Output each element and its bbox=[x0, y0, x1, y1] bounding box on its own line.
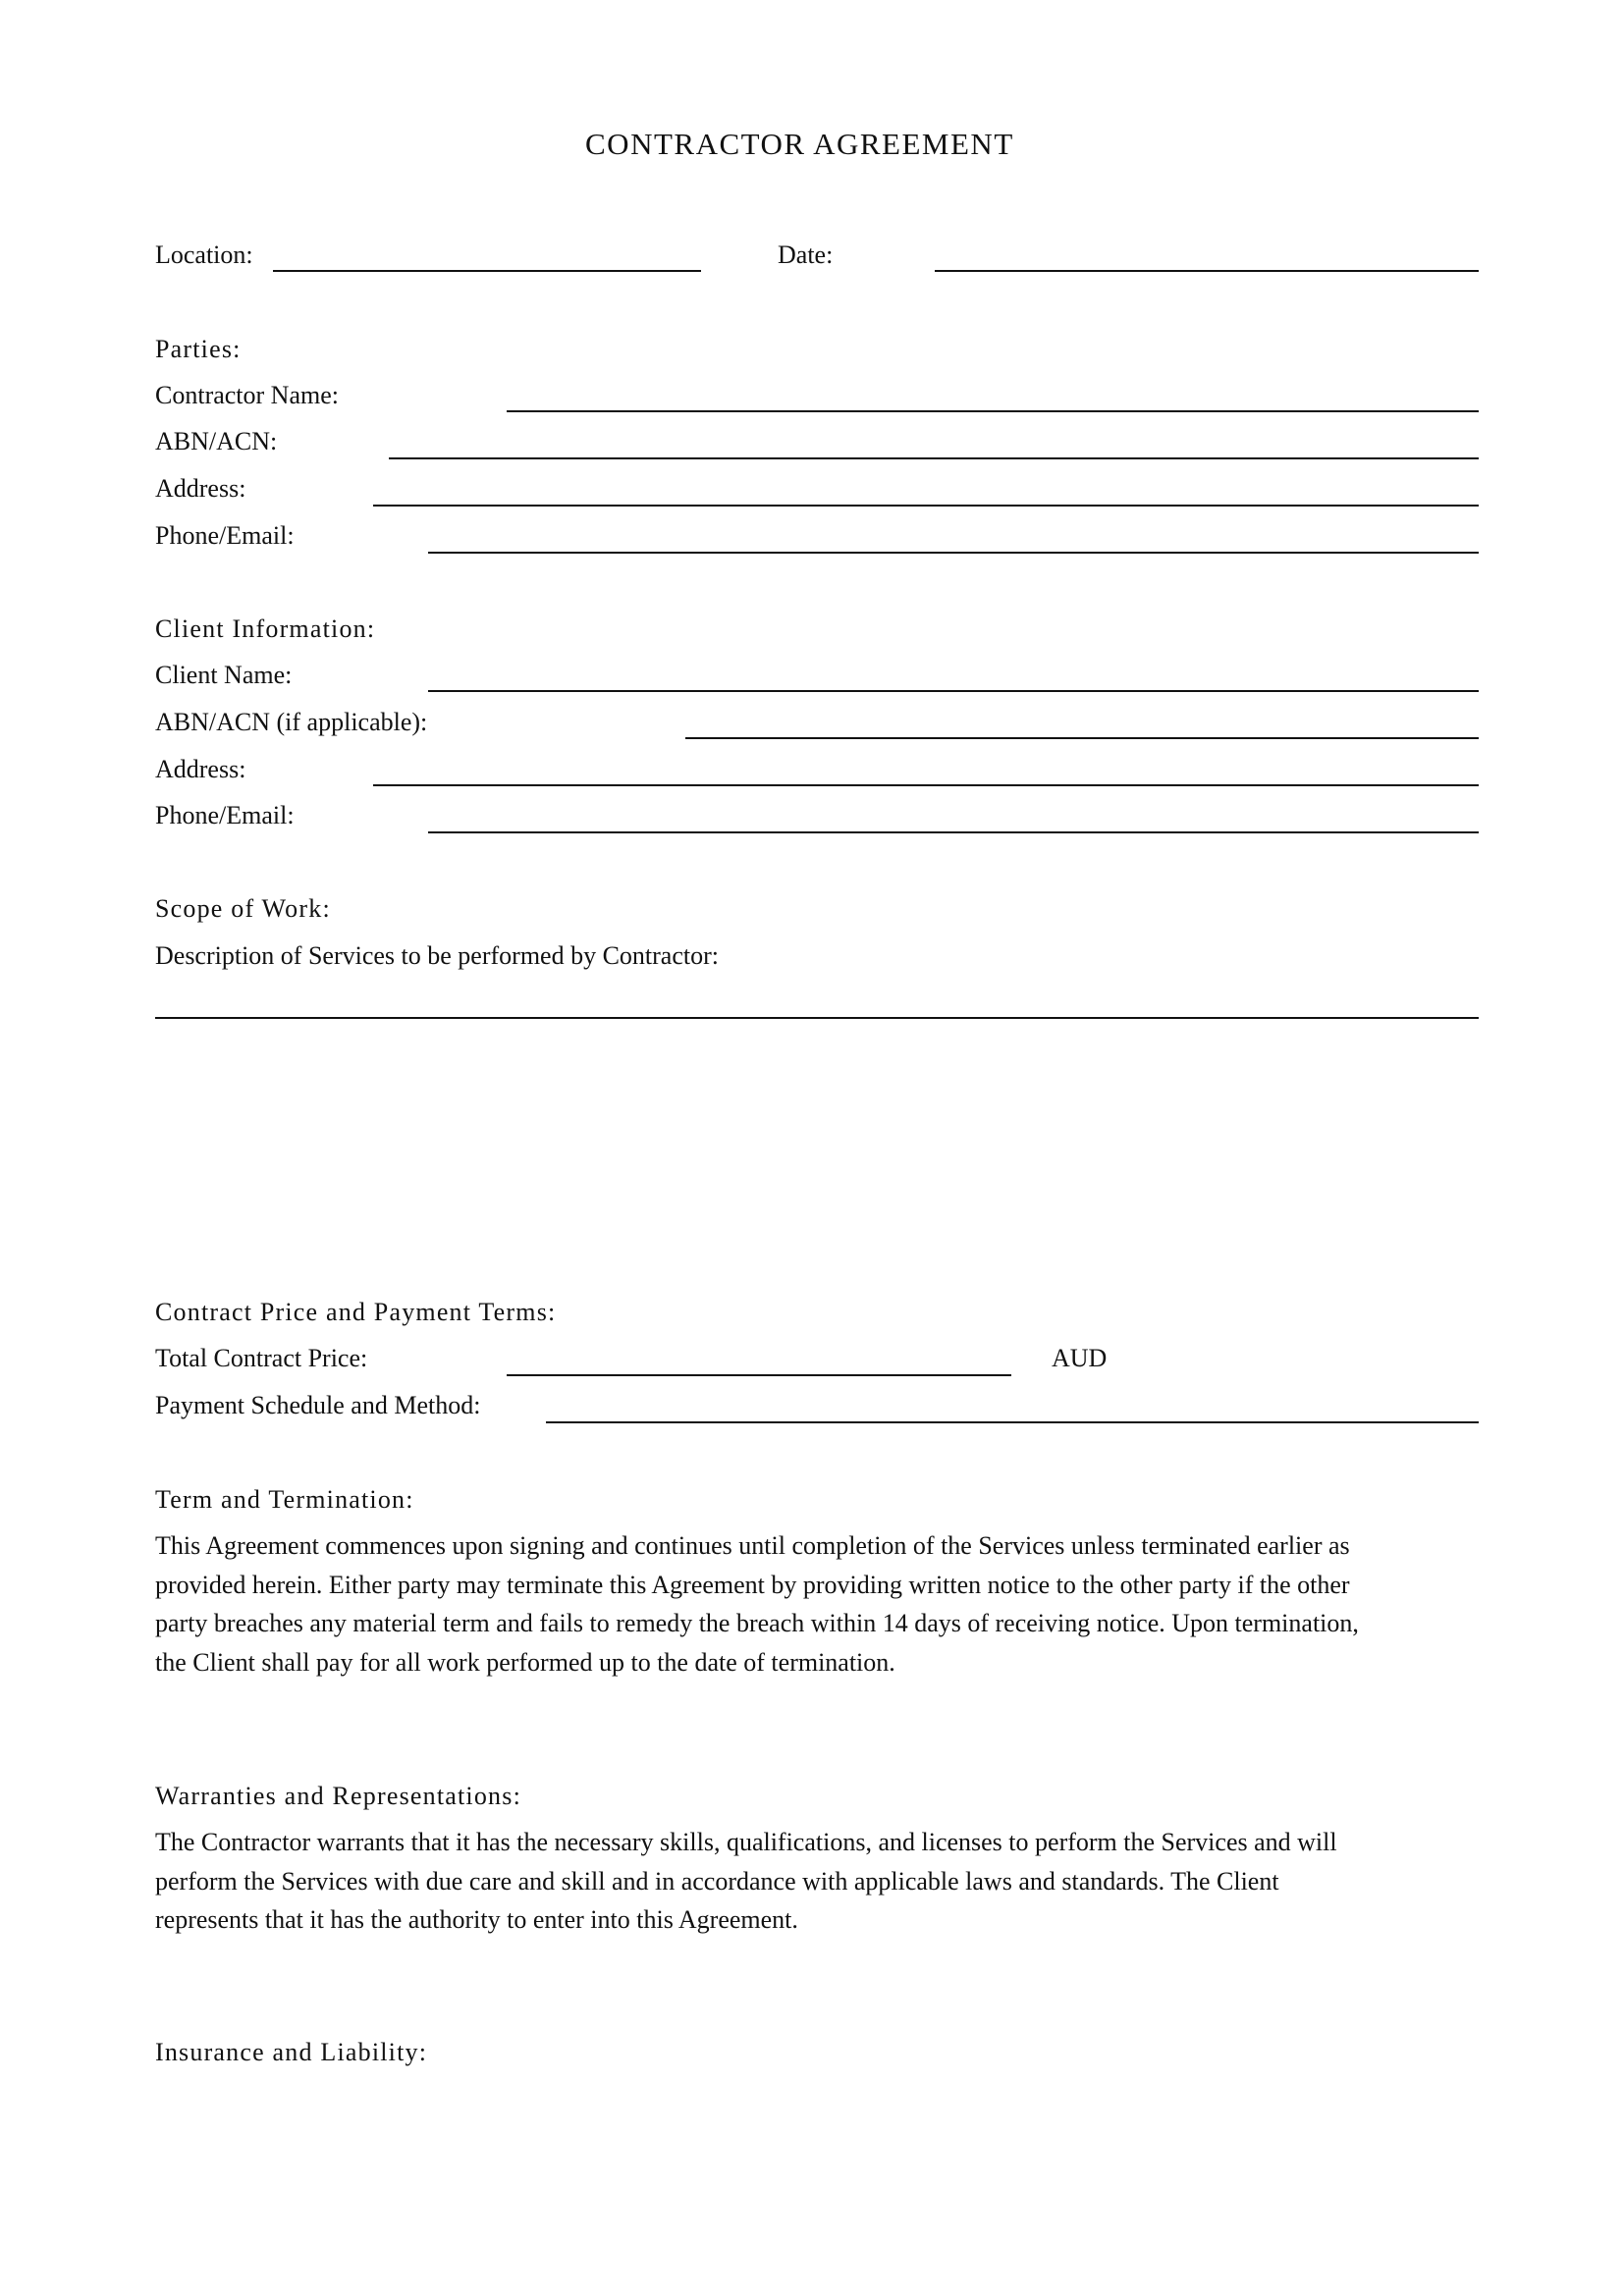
client-address-label: Address: bbox=[155, 755, 246, 783]
client-name-field[interactable] bbox=[428, 690, 1479, 692]
insurance-heading: Insurance and Liability: bbox=[155, 2038, 428, 2066]
warranties-line: represents that it has the authority to enter into this Agreement. bbox=[155, 1905, 798, 1934]
contractor-abn-label: ABN/ACN: bbox=[155, 427, 278, 455]
term-heading: Term and Termination: bbox=[155, 1485, 414, 1514]
client-name-label: Client Name: bbox=[155, 661, 293, 689]
payment-schedule-label: Payment Schedule and Method: bbox=[155, 1391, 481, 1419]
warranties-line: The Contractor warrants that it has the necessary skills, qualifications, and licenses to perform the Services and will bbox=[155, 1828, 1337, 1856]
payment-schedule-field[interactable] bbox=[546, 1421, 1479, 1423]
contractor-abn-field[interactable] bbox=[389, 457, 1479, 459]
term-paragraph bbox=[155, 1526, 1481, 1682]
term-line: This Agreement commences upon signing and continues until completion of the Services unless terminated earlier as bbox=[155, 1531, 1350, 1560]
document-title: CONTRACTOR AGREEMENT bbox=[585, 127, 1014, 161]
location-label: Location: bbox=[155, 240, 253, 269]
term-line: party breaches any material term and fails to remedy the breach within 14 days of receiving notice. Upon termination, bbox=[155, 1609, 1359, 1637]
scope-heading: Scope of Work: bbox=[155, 894, 331, 923]
scope-description-field[interactable] bbox=[155, 1017, 1479, 1019]
scope-description-label: Description of Services to be performed by Contractor: bbox=[155, 941, 719, 970]
warranties-line: perform the Services with due care and skill and in accordance with applicable laws and standards. The Client bbox=[155, 1866, 1279, 1896]
client-phone-email-field[interactable] bbox=[428, 831, 1479, 833]
client-heading: Client Information: bbox=[155, 614, 376, 643]
currency-label: AUD bbox=[1052, 1344, 1108, 1372]
contractor-phone-email-field[interactable] bbox=[428, 552, 1479, 554]
contractor-name-field[interactable] bbox=[507, 410, 1479, 412]
client-address-field[interactable] bbox=[373, 784, 1479, 786]
date-field[interactable] bbox=[935, 270, 1479, 272]
term-line: provided herein. Either party may terminate this Agreement by providing written notice to the other party if the other bbox=[155, 1570, 1350, 1599]
warranties-paragraph bbox=[155, 1823, 1481, 1940]
date-label: Date: bbox=[778, 240, 834, 269]
contractor-phone-email-label: Phone/Email: bbox=[155, 521, 295, 550]
term-line: the Client shall pay for all work performed up to the date of termination. bbox=[155, 1647, 895, 1677]
location-field[interactable] bbox=[273, 270, 701, 272]
client-phone-email-label: Phone/Email: bbox=[155, 801, 295, 829]
contractor-name-label: Contractor Name: bbox=[155, 381, 339, 409]
total-price-field[interactable] bbox=[507, 1374, 1011, 1376]
contractor-address-label: Address: bbox=[155, 474, 246, 503]
price-heading: Contract Price and Payment Terms: bbox=[155, 1298, 557, 1326]
warranties-heading: Warranties and Representations: bbox=[155, 1782, 521, 1810]
total-price-label: Total Contract Price: bbox=[155, 1344, 368, 1372]
parties-heading: Parties: bbox=[155, 335, 242, 363]
client-abn-field[interactable] bbox=[685, 737, 1479, 739]
client-abn-label: ABN/ACN (if applicable): bbox=[155, 708, 428, 736]
contractor-address-field[interactable] bbox=[373, 505, 1479, 507]
